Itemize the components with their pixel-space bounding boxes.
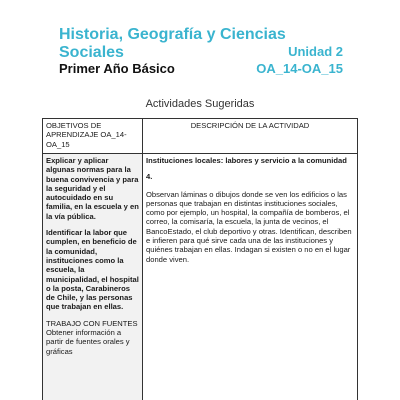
activity-text: Observan láminas o dibujos donde se ven los edificios o las personas que trabajan en distintas instituciones sociales, como por ejemplo, un hospital, la compañía de bomberos, el correo, la comisaría, la escuela, la junta de vecinos, el BancoEstado, el club deportivo y otras. Identifican, describen e infieren para qué sirve cada una de las instituciones y quiénes trabajan en ellas. Indagan si existen o no en el lugar donde viven.	[146, 189, 352, 264]
oa-range-label: OA_14-OA_15	[256, 61, 343, 76]
activity-title: Instituciones locales: labores y servicio a la comunidad	[146, 156, 347, 165]
objectives-cell	[43, 154, 143, 400]
document-title-line-2: Sociales	[59, 44, 124, 61]
skill-text: Obtener información a partir de fuentes orales y gráficas	[46, 328, 130, 356]
unit-label: Unidad 2	[288, 44, 343, 59]
grade-label: Primer Año Básico	[59, 61, 175, 76]
section-title: Actividades Sugeridas	[145, 98, 255, 110]
description-column-header: DESCRIPCIÓN DE LA ACTIVIDAD	[143, 119, 358, 154]
document-title-line-1: Historia, Geografía y Ciencias	[59, 26, 286, 43]
table-header-row	[43, 119, 358, 154]
skill-heading: TRABAJO CON FUENTES	[46, 318, 138, 328]
activity-number: 4.	[146, 172, 153, 182]
objective-text-2: Identificar la labor que cumplen, en beneficio de la comunidad, instituciones como la escuela, la municipalidad, el hospital o la posta, Carabineros de Chile, y las personas que trabajan en ellas.	[46, 228, 139, 312]
table-row	[43, 154, 358, 400]
objective-text-1: Explicar y aplicar algunas normas para la buena convivencia y para la seguridad y el autocuidado en su familia, en la escuela y en la vía pública.	[46, 156, 139, 221]
activities-table	[42, 118, 358, 400]
objectives-column-header: OBJETIVOS DE APRENDIZAJE OA_14-OA_15	[43, 119, 143, 154]
description-cell	[143, 154, 358, 400]
